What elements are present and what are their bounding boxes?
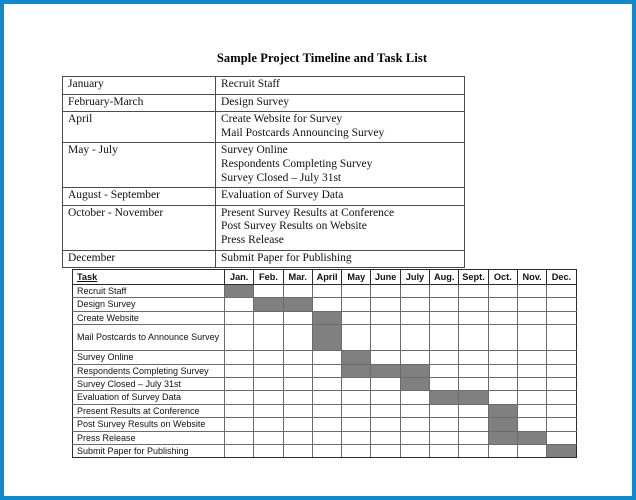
gantt-empty-cell xyxy=(459,445,488,458)
gantt-task-name-cell: Respondents Completing Survey xyxy=(73,364,225,377)
timeline-task-line: Press Release xyxy=(221,233,284,246)
gantt-task-name-cell: Survey Closed – July 31st xyxy=(73,378,225,391)
gantt-empty-cell xyxy=(488,378,517,391)
gantt-empty-cell xyxy=(517,364,546,377)
timeline-period-cell: August - September xyxy=(63,188,216,206)
gantt-empty-cell xyxy=(225,325,254,351)
gantt-empty-cell xyxy=(283,311,312,324)
gantt-empty-cell xyxy=(342,378,371,391)
gantt-empty-cell xyxy=(547,285,576,298)
gantt-filled-cell xyxy=(312,325,341,351)
gantt-empty-cell xyxy=(283,285,312,298)
gantt-empty-cell xyxy=(225,445,254,458)
timeline-task-line: Present Survey Results at Conference xyxy=(221,206,395,219)
gantt-task-column-header-label: Task xyxy=(77,272,98,282)
gantt-empty-cell xyxy=(371,391,400,404)
table-row xyxy=(63,77,465,95)
gantt-empty-cell xyxy=(488,325,517,351)
gantt-filled-cell xyxy=(342,351,371,364)
gantt-empty-cell xyxy=(400,311,429,324)
gantt-empty-cell xyxy=(547,325,576,351)
gantt-empty-cell xyxy=(312,378,341,391)
gantt-filled-cell xyxy=(371,364,400,377)
gantt-empty-cell xyxy=(459,285,488,298)
gantt-empty-cell xyxy=(312,351,341,364)
timeline-task-line: Evaluation of Survey Data xyxy=(221,189,344,202)
gantt-empty-cell xyxy=(430,364,459,377)
table-row xyxy=(73,404,577,417)
gantt-empty-cell xyxy=(254,391,283,404)
gantt-empty-cell xyxy=(254,351,283,364)
timeline-task-cell xyxy=(216,77,465,95)
gantt-empty-cell xyxy=(371,298,400,311)
gantt-empty-cell xyxy=(254,311,283,324)
gantt-table-body xyxy=(73,285,577,458)
gantt-filled-cell xyxy=(342,364,371,377)
gantt-empty-cell xyxy=(283,445,312,458)
gantt-empty-cell xyxy=(312,418,341,431)
gantt-empty-cell xyxy=(459,418,488,431)
gantt-task-name-cell: Present Results at Conference xyxy=(73,404,225,417)
gantt-empty-cell xyxy=(342,311,371,324)
gantt-empty-cell xyxy=(400,431,429,444)
table-row xyxy=(63,94,465,112)
gantt-empty-cell xyxy=(547,418,576,431)
gantt-month-header: Oct. xyxy=(488,270,517,285)
gantt-empty-cell xyxy=(517,325,546,351)
gantt-task-column-header xyxy=(73,270,225,285)
gantt-empty-cell xyxy=(225,404,254,417)
table-row xyxy=(73,364,577,377)
gantt-empty-cell xyxy=(488,445,517,458)
gantt-month-header: Dec. xyxy=(547,270,576,285)
gantt-task-name-cell: Create Website xyxy=(73,311,225,324)
gantt-empty-cell xyxy=(517,311,546,324)
gantt-empty-cell xyxy=(547,364,576,377)
gantt-empty-cell xyxy=(371,325,400,351)
gantt-month-header: July xyxy=(400,270,429,285)
project-timeline-table xyxy=(62,76,465,268)
gantt-empty-cell xyxy=(430,431,459,444)
gantt-filled-cell xyxy=(225,285,254,298)
gantt-empty-cell xyxy=(225,364,254,377)
gantt-empty-cell xyxy=(459,378,488,391)
gantt-filled-cell xyxy=(312,311,341,324)
table-row xyxy=(73,351,577,364)
table-row xyxy=(73,418,577,431)
gantt-empty-cell xyxy=(254,445,283,458)
gantt-empty-cell xyxy=(517,418,546,431)
gantt-empty-cell xyxy=(342,431,371,444)
gantt-empty-cell xyxy=(312,391,341,404)
gantt-empty-cell xyxy=(459,431,488,444)
timeline-table-body xyxy=(63,77,465,268)
gantt-filled-cell xyxy=(430,391,459,404)
gantt-empty-cell xyxy=(488,298,517,311)
timeline-task-cell xyxy=(216,188,465,206)
gantt-empty-cell xyxy=(371,351,400,364)
table-row xyxy=(63,205,465,250)
table-row xyxy=(63,112,465,143)
gantt-empty-cell xyxy=(225,298,254,311)
gantt-empty-cell xyxy=(283,418,312,431)
gantt-empty-cell xyxy=(342,404,371,417)
gantt-empty-cell xyxy=(342,298,371,311)
gantt-empty-cell xyxy=(430,378,459,391)
table-row xyxy=(73,325,577,351)
gantt-empty-cell xyxy=(371,378,400,391)
gantt-empty-cell xyxy=(430,298,459,311)
gantt-empty-cell xyxy=(547,404,576,417)
gantt-empty-cell xyxy=(488,285,517,298)
gantt-empty-cell xyxy=(225,391,254,404)
gantt-empty-cell xyxy=(371,311,400,324)
gantt-empty-cell xyxy=(547,378,576,391)
gantt-empty-cell xyxy=(400,391,429,404)
gantt-empty-cell xyxy=(400,404,429,417)
gantt-month-header: Sept. xyxy=(459,270,488,285)
gantt-empty-cell xyxy=(312,364,341,377)
timeline-task-line: Design Survey xyxy=(221,95,290,108)
gantt-empty-cell xyxy=(459,404,488,417)
timeline-task-line: Survey Online xyxy=(221,144,288,157)
gantt-empty-cell xyxy=(430,404,459,417)
gantt-task-name-cell: Submit Paper for Publishing xyxy=(73,445,225,458)
gantt-empty-cell xyxy=(225,351,254,364)
timeline-task-cell xyxy=(216,143,465,188)
timeline-task-cell xyxy=(216,94,465,112)
gantt-empty-cell xyxy=(254,431,283,444)
gantt-month-header: Jan. xyxy=(225,270,254,285)
gantt-empty-cell xyxy=(400,351,429,364)
gantt-empty-cell xyxy=(312,404,341,417)
gantt-empty-cell xyxy=(547,351,576,364)
gantt-month-header: Aug. xyxy=(430,270,459,285)
table-row xyxy=(73,445,577,458)
table-row xyxy=(63,250,465,268)
timeline-task-line: Create Website for Survey xyxy=(221,113,343,126)
gantt-empty-cell xyxy=(225,378,254,391)
gantt-empty-cell xyxy=(517,391,546,404)
timeline-period-cell: January xyxy=(63,77,216,95)
table-row xyxy=(73,378,577,391)
gantt-empty-cell xyxy=(517,404,546,417)
timeline-task-line: Mail Postcards Announcing Survey xyxy=(221,126,385,139)
gantt-empty-cell xyxy=(459,311,488,324)
gantt-filled-cell xyxy=(283,298,312,311)
table-row xyxy=(73,391,577,404)
gantt-empty-cell xyxy=(488,391,517,404)
gantt-empty-cell xyxy=(371,431,400,444)
gantt-empty-cell xyxy=(430,351,459,364)
gantt-empty-cell xyxy=(371,285,400,298)
gantt-empty-cell xyxy=(517,378,546,391)
gantt-filled-cell xyxy=(400,378,429,391)
gantt-filled-cell xyxy=(400,364,429,377)
gantt-empty-cell xyxy=(225,418,254,431)
gantt-empty-cell xyxy=(400,298,429,311)
timeline-task-cell xyxy=(216,250,465,268)
gantt-empty-cell xyxy=(547,431,576,444)
gantt-empty-cell xyxy=(254,325,283,351)
gantt-filled-cell xyxy=(254,298,283,311)
gantt-empty-cell xyxy=(283,404,312,417)
timeline-task-line: Respondents Completing Survey xyxy=(221,157,373,170)
gantt-empty-cell xyxy=(342,325,371,351)
gantt-task-name-cell: Post Survey Results on Website xyxy=(73,418,225,431)
gantt-empty-cell xyxy=(254,378,283,391)
gantt-filled-cell xyxy=(488,431,517,444)
gantt-empty-cell xyxy=(459,364,488,377)
gantt-month-header: May xyxy=(342,270,371,285)
timeline-task-cell xyxy=(216,205,465,250)
gantt-empty-cell xyxy=(254,285,283,298)
gantt-empty-cell xyxy=(400,418,429,431)
gantt-empty-cell xyxy=(371,445,400,458)
gantt-empty-cell xyxy=(283,431,312,444)
gantt-empty-cell xyxy=(400,445,429,458)
table-row xyxy=(63,143,465,188)
gantt-empty-cell xyxy=(283,325,312,351)
timeline-task-line: Submit Paper for Publishing xyxy=(221,251,352,264)
gantt-empty-cell xyxy=(312,445,341,458)
page-title: Sample Project Timeline and Task List xyxy=(216,51,428,65)
gantt-empty-cell xyxy=(517,445,546,458)
gantt-empty-cell xyxy=(517,351,546,364)
gantt-empty-cell xyxy=(371,418,400,431)
gantt-task-name-cell: Survey Online xyxy=(73,351,225,364)
gantt-month-header: April xyxy=(312,270,341,285)
gantt-empty-cell xyxy=(254,404,283,417)
gantt-empty-cell xyxy=(225,311,254,324)
gantt-empty-cell xyxy=(430,445,459,458)
task-list-gantt-table xyxy=(72,269,577,458)
gantt-empty-cell xyxy=(283,351,312,364)
gantt-empty-cell xyxy=(488,311,517,324)
gantt-empty-cell xyxy=(517,285,546,298)
gantt-month-header: Feb. xyxy=(254,270,283,285)
gantt-empty-cell xyxy=(517,298,546,311)
gantt-empty-cell xyxy=(459,325,488,351)
gantt-filled-cell xyxy=(488,418,517,431)
gantt-task-name-cell: Evaluation of Survey Data xyxy=(73,391,225,404)
gantt-task-name-cell: Press Release xyxy=(73,431,225,444)
table-row xyxy=(73,285,577,298)
gantt-filled-cell xyxy=(459,391,488,404)
gantt-task-name-cell: Design Survey xyxy=(73,298,225,311)
gantt-empty-cell xyxy=(312,285,341,298)
gantt-empty-cell xyxy=(547,391,576,404)
timeline-task-line: Survey Closed – July 31st xyxy=(221,171,342,184)
timeline-period-cell: April xyxy=(63,112,216,143)
table-row xyxy=(73,298,577,311)
gantt-empty-cell xyxy=(225,431,254,444)
gantt-empty-cell xyxy=(283,378,312,391)
gantt-filled-cell xyxy=(517,431,546,444)
gantt-empty-cell xyxy=(459,298,488,311)
table-row xyxy=(73,431,577,444)
timeline-task-line: Recruit Staff xyxy=(221,78,280,90)
gantt-empty-cell xyxy=(283,364,312,377)
gantt-empty-cell xyxy=(400,285,429,298)
timeline-period-cell: February-March xyxy=(63,94,216,112)
gantt-empty-cell xyxy=(430,418,459,431)
gantt-empty-cell xyxy=(312,431,341,444)
gantt-empty-cell xyxy=(254,418,283,431)
gantt-empty-cell xyxy=(547,298,576,311)
gantt-empty-cell xyxy=(430,311,459,324)
gantt-month-header: Mar. xyxy=(283,270,312,285)
table-row xyxy=(63,188,465,206)
gantt-table-head xyxy=(73,270,577,285)
timeline-task-line: Post Survey Results on Website xyxy=(221,220,367,233)
gantt-header-row xyxy=(73,270,577,285)
gantt-empty-cell xyxy=(488,351,517,364)
gantt-empty-cell xyxy=(371,404,400,417)
timeline-task-cell xyxy=(216,112,465,143)
gantt-task-name-cell: Mail Postcards to Announce Survey xyxy=(73,325,225,351)
gantt-filled-cell xyxy=(547,445,576,458)
timeline-period-cell: December xyxy=(63,250,216,268)
gantt-month-header: Nov. xyxy=(517,270,546,285)
gantt-empty-cell xyxy=(547,311,576,324)
gantt-empty-cell xyxy=(342,285,371,298)
gantt-empty-cell xyxy=(430,325,459,351)
gantt-empty-cell xyxy=(459,351,488,364)
gantt-empty-cell xyxy=(342,418,371,431)
gantt-month-header: June xyxy=(371,270,400,285)
gantt-empty-cell xyxy=(312,298,341,311)
timeline-period-cell: October - November xyxy=(63,205,216,250)
gantt-empty-cell xyxy=(254,364,283,377)
gantt-empty-cell xyxy=(342,445,371,458)
gantt-empty-cell xyxy=(400,325,429,351)
gantt-filled-cell xyxy=(488,404,517,417)
gantt-empty-cell xyxy=(430,285,459,298)
gantt-empty-cell xyxy=(488,364,517,377)
table-row xyxy=(73,311,577,324)
gantt-task-name-cell: Recruit Staff xyxy=(73,285,225,298)
timeline-period-cell: May - July xyxy=(63,143,216,188)
gantt-empty-cell xyxy=(283,391,312,404)
gantt-empty-cell xyxy=(342,391,371,404)
